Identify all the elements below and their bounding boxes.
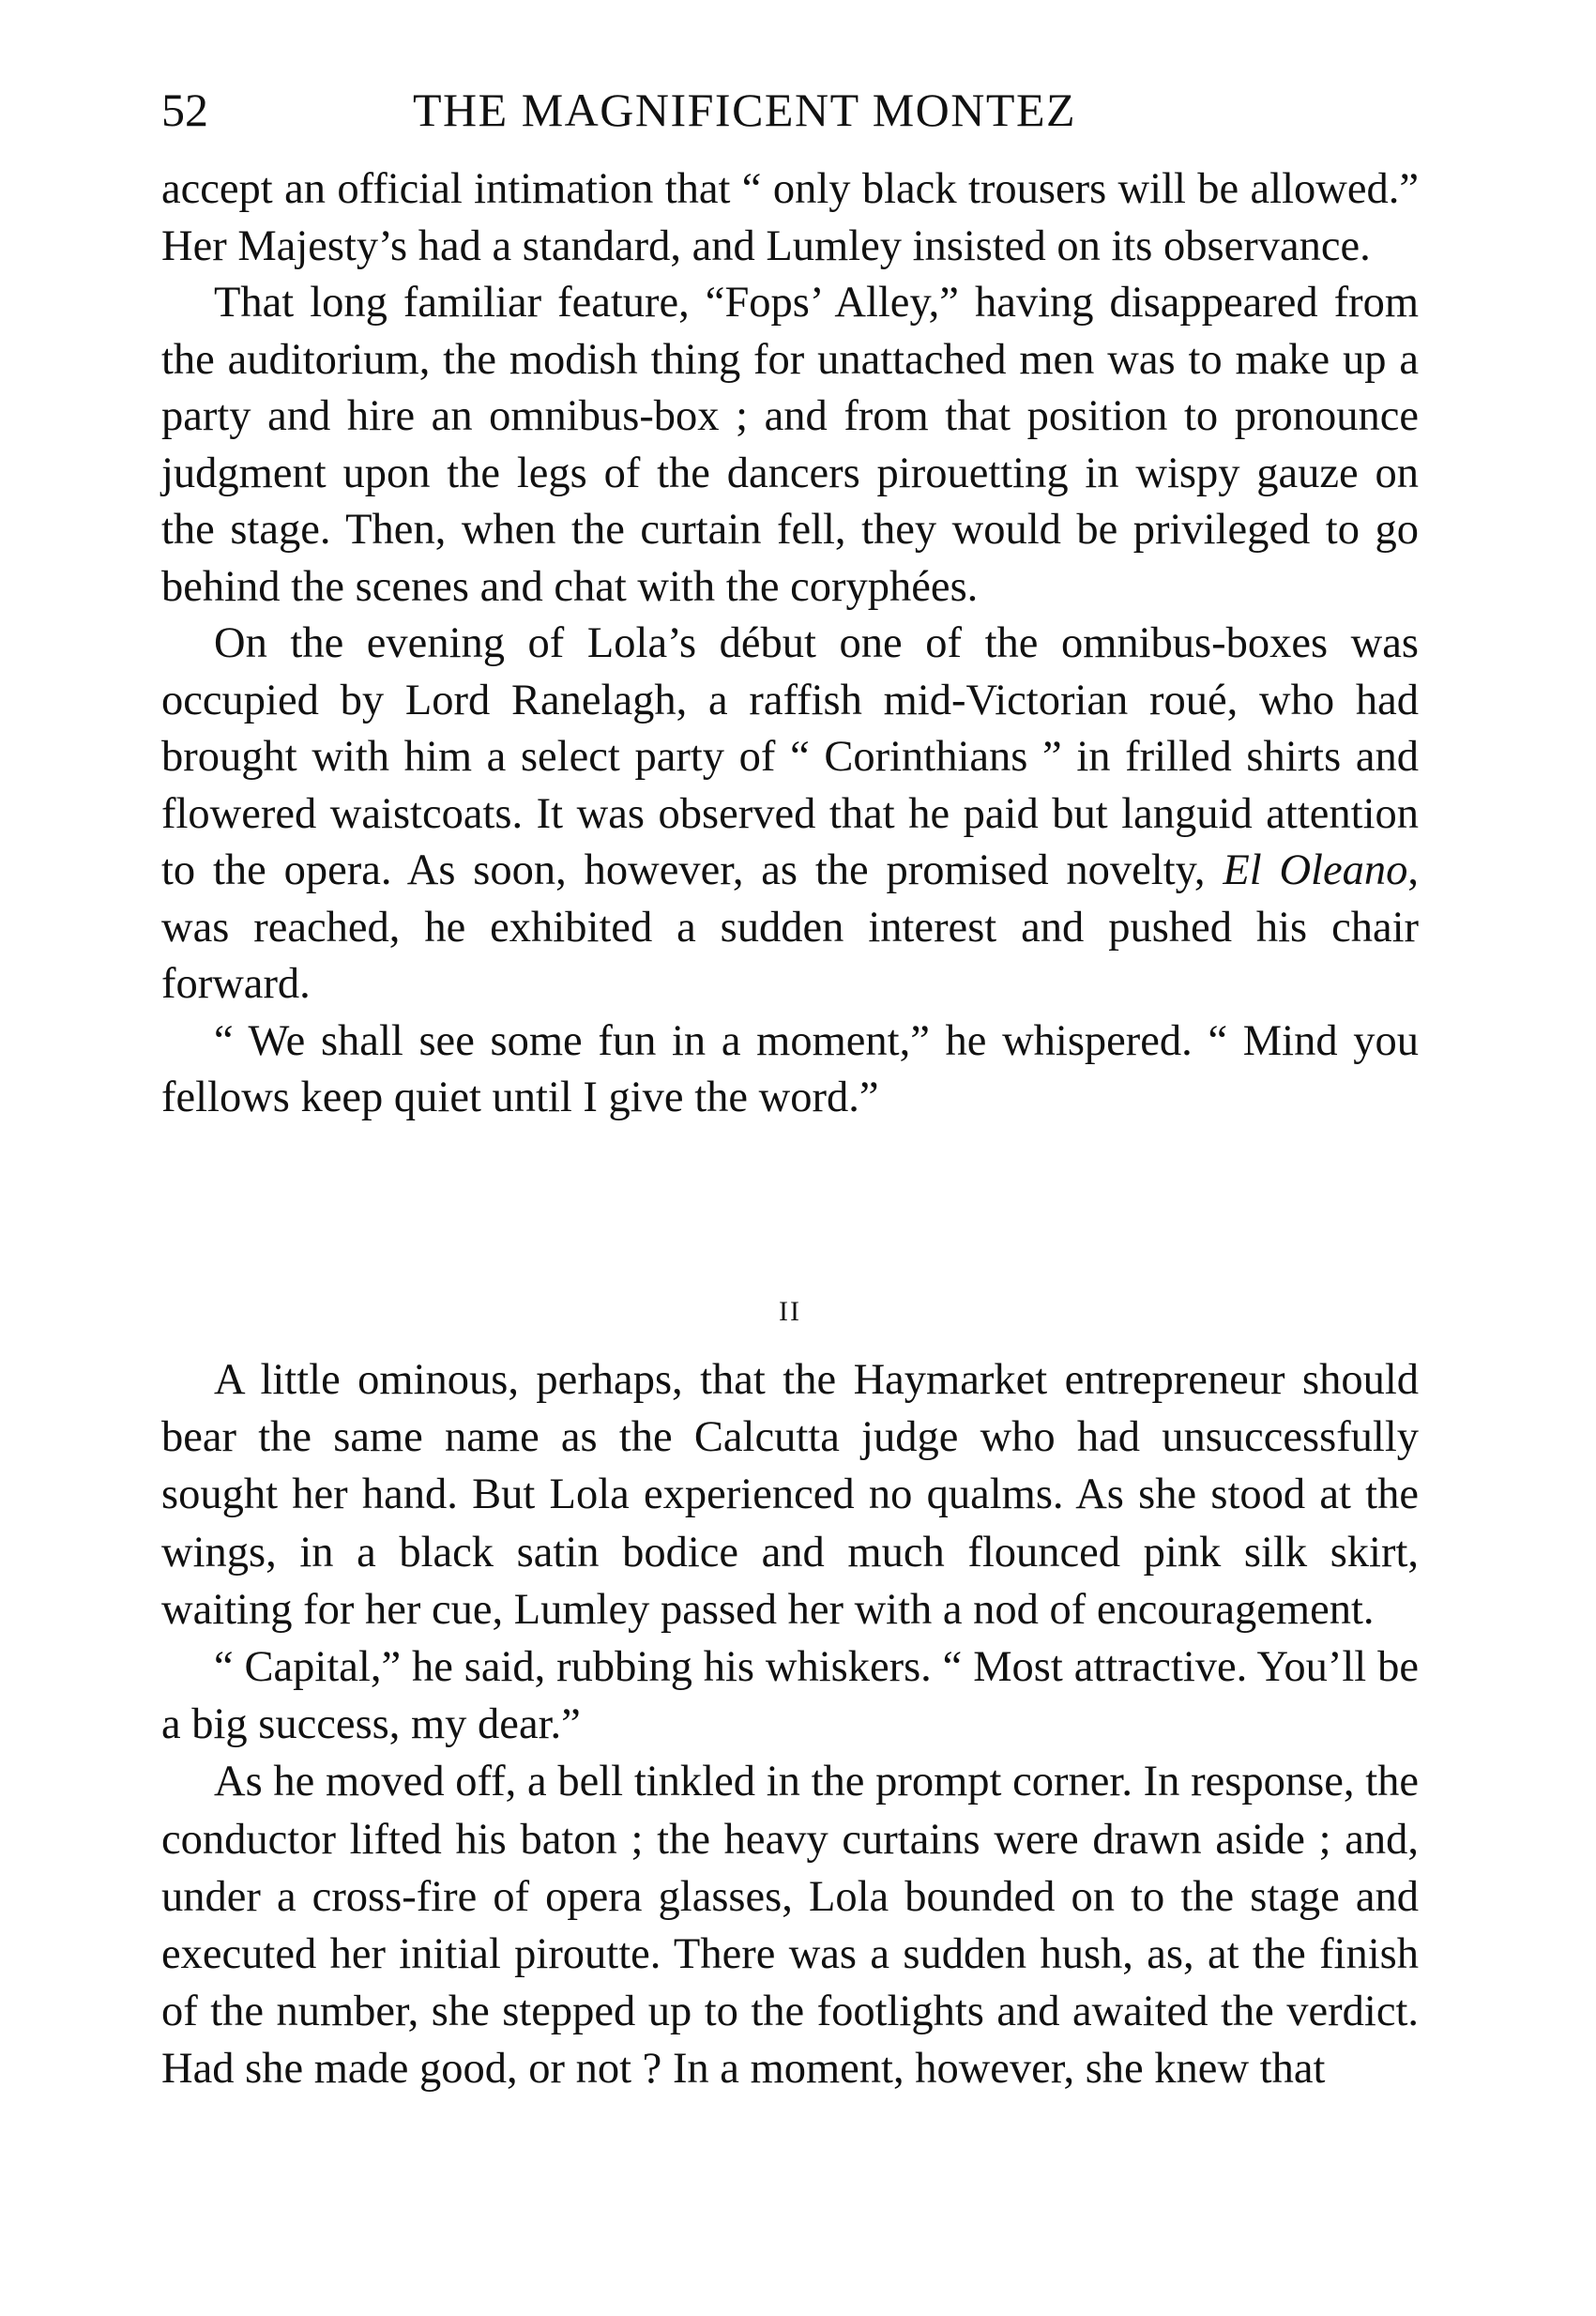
book-title: THE MAGNIFICENT MONTEZ [413, 84, 1077, 136]
text-block-opening [161, 161, 1419, 1127]
running-head [161, 77, 1419, 143]
paragraph: That long familiar feature, “Fops’ Alley,” having disappeared from the auditorium, the modish thing for unattached men was to make up a party and hire an omnibus-box ; and from that position to pronounce judgment upon the legs of the dancers pirouetting in wispy gauze on the stage. Then, when the curtain fell, they would be privileged to go behind the scenes and chat with the coryphées. [161, 279, 1419, 611]
paragraph: accept an official intimation that “ only black trousers will be allowed.” Her Majesty’s had a standard, and Lumley insisted on its observance. [161, 165, 1419, 270]
paragraph: On the evening of Lola’s début one of the omnibus-boxes was occupied by Lord Ranelagh, a raffish mid-Victorian roué, who had brought with him a select party of “ Corinthians ” in frilled shirts and flowered waistcoats. It was observed that he paid but languid attention to the opera. As soon, however, as the promised novelty, El Oleano, was reached, he exhibited a sudden interest and pushed his chair forward. [161, 619, 1419, 1008]
paragraph: A little ominous, perhaps, that the Haymarket entrepreneur should bear the same name as the Calcutta judge who had unsuccessfully sought her hand. But Lola experienced no qualms. As she stood at the wings, in a black satin bodice and much flounced pink silk skirt, waiting for her cue, Lumley passed her with a nod of encouragement. [161, 1356, 1419, 1634]
paragraph: “ We shall see some fun in a moment,” he whispered. “ Mind you fellows keep quiet until I give the word.” [161, 1016, 1419, 1121]
text-block-section-ii [161, 1351, 1419, 2098]
opera-title: El Oleano [1223, 846, 1408, 894]
page-number: 52 [161, 84, 208, 136]
section-number: II [779, 1296, 801, 1327]
paragraph: “ Capital,” he said, rubbing his whiskers. “ Most attractive. You’ll be a big success, my dear.” [161, 1643, 1419, 1749]
paragraph: As he moved off, a bell tinkled in the prompt corner. In response, the conductor lifted his baton ; the heavy curtains were drawn aside ; and, under a cross-fire of opera glasses, Lola bounded on to the stage and executed her initial piroutte. There was a sudden hush, as, at the finish of the number, she stepped up to the footlights and awaited the verdict. Had she made good, or not ? In a moment, however, she knew that [161, 1758, 1419, 2094]
